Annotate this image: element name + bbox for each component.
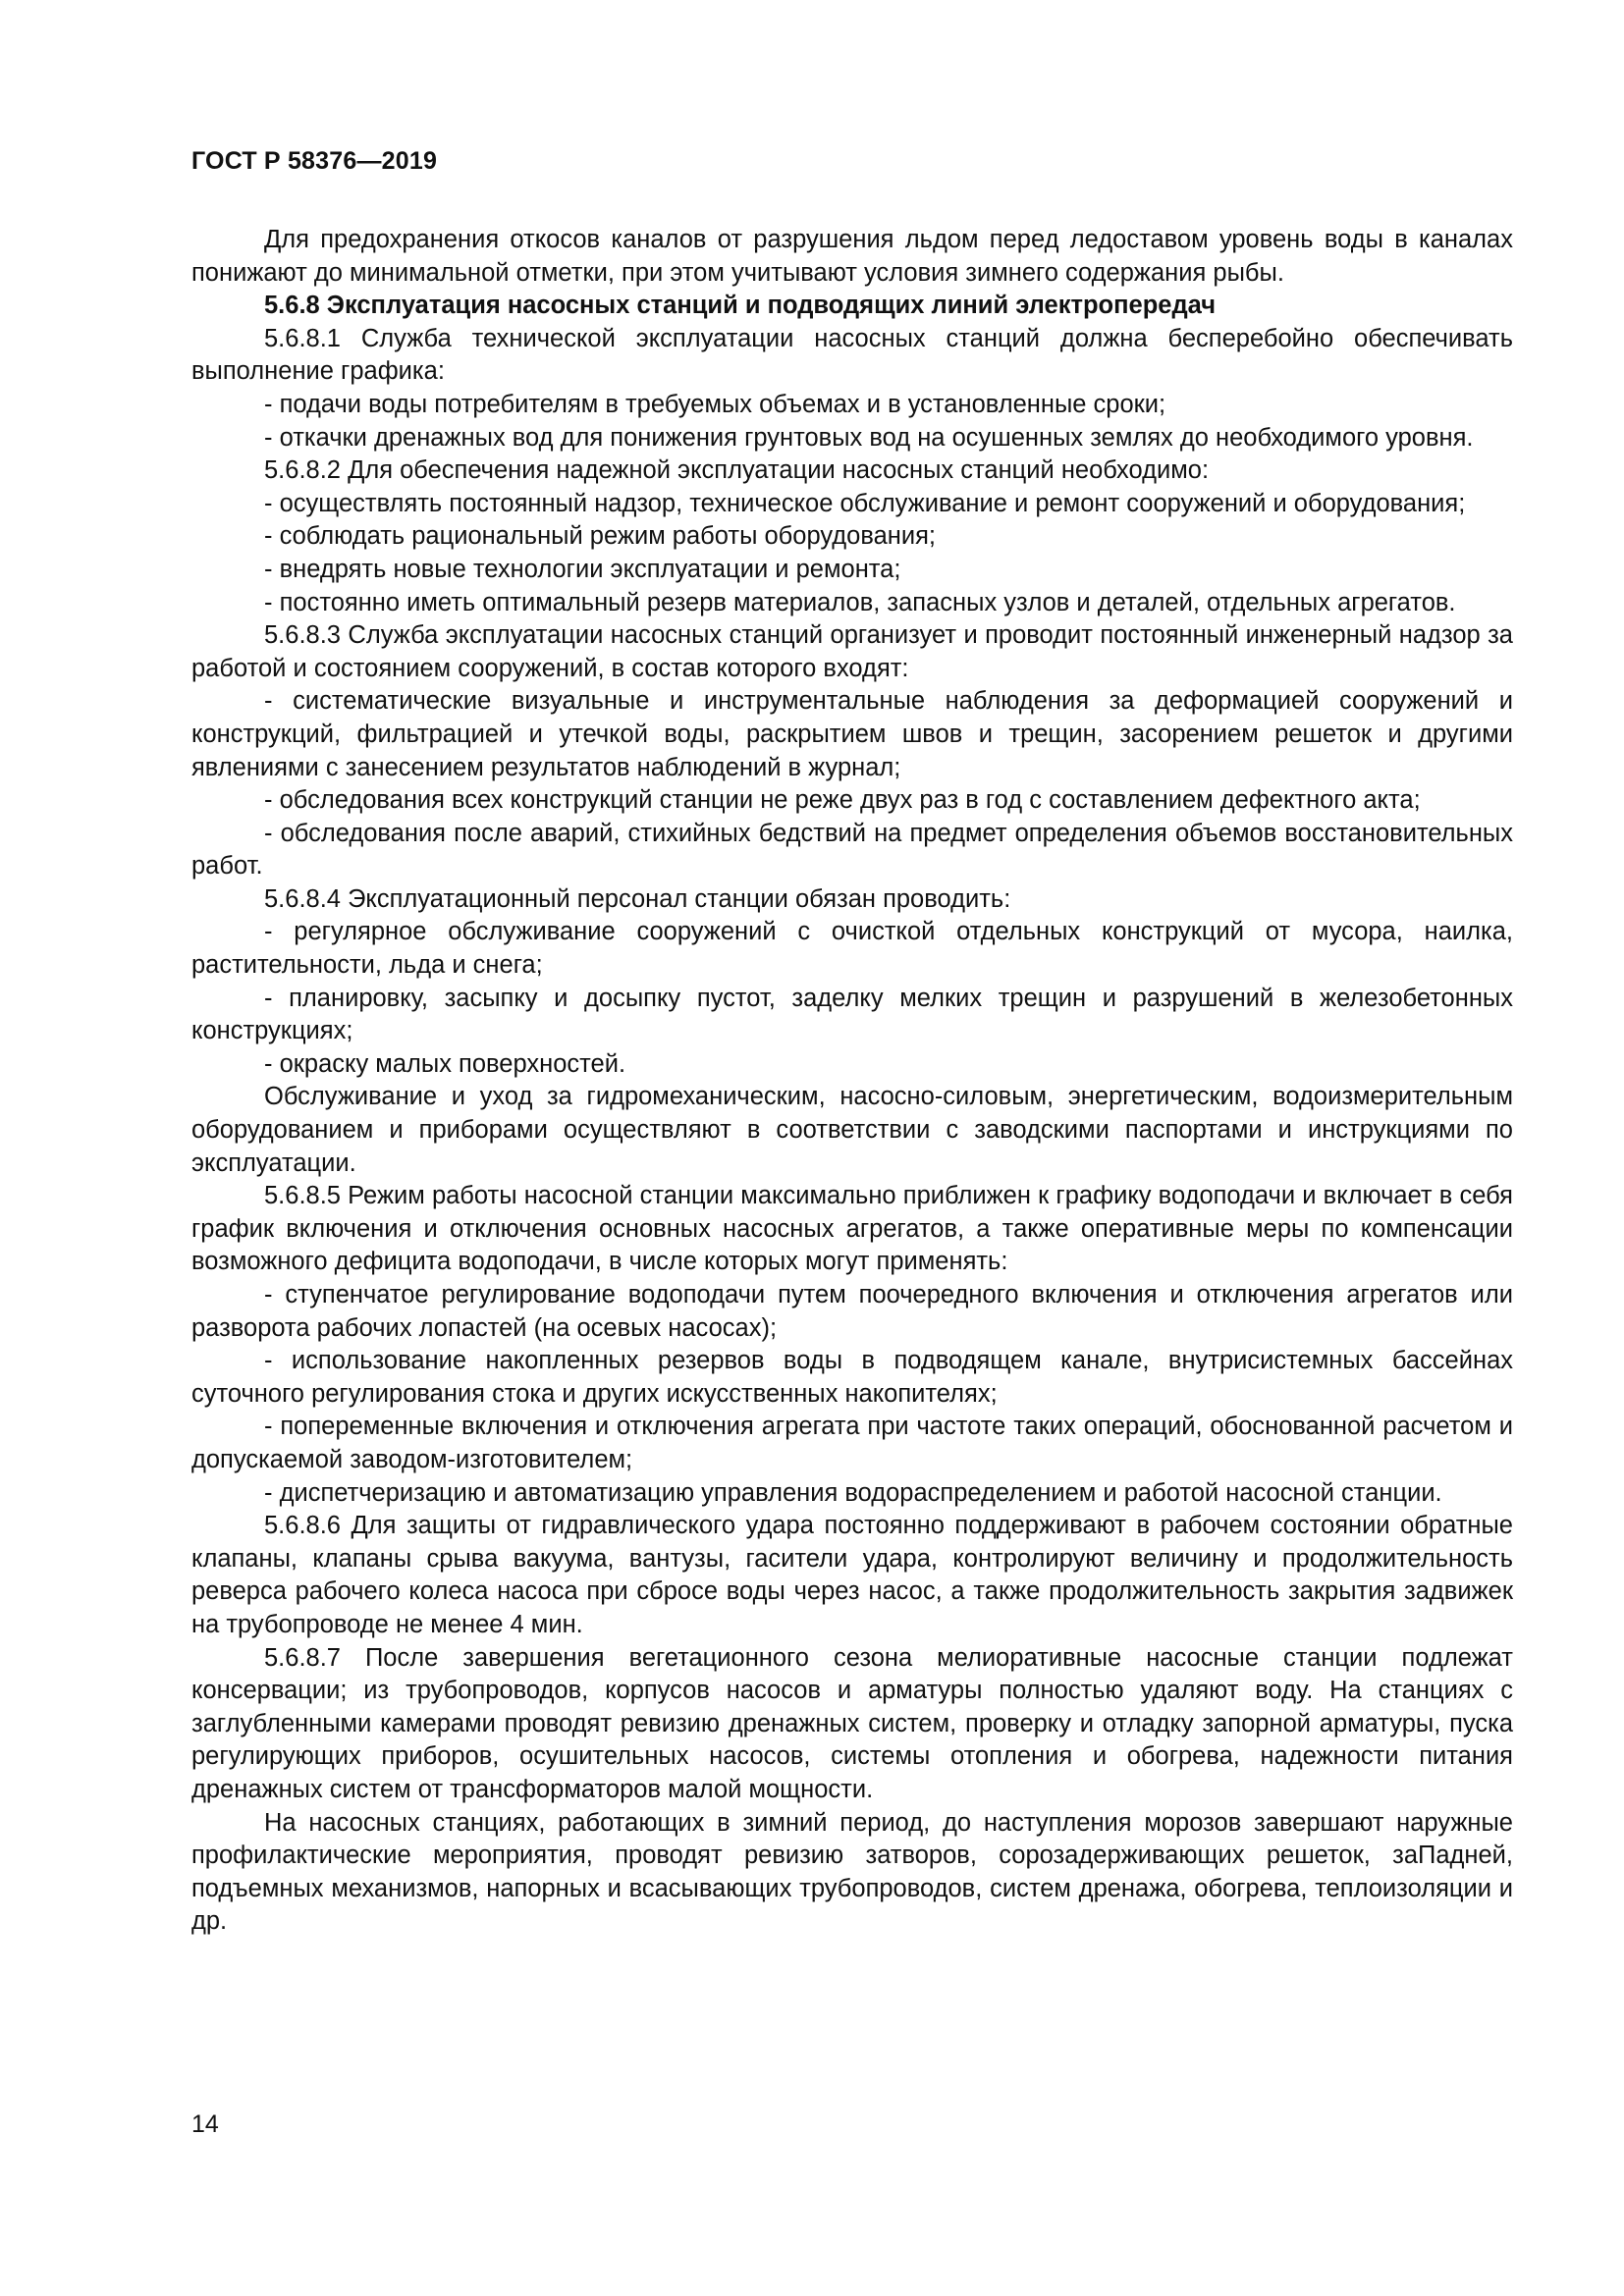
paragraph-maintenance: Обслуживание и уход за гидромеханическим, насосно-силовым, энергетическим, водоизмерительным оборудованием и приборами осуществляют в соответствии с заводскими паспортами и инструкциями по эксплуатации. [191,1083,1513,1177]
list-item: - осуществлять постоянный надзор, техническое обслуживание и ремонт сооружений и оборудования; [264,489,1466,517]
list-item: - использование накопленных резервов воды в подводящем канале, внутрисистемных бассейнах суточного регулирования стока и других искусственных накопителях; [191,1347,1513,1408]
list-item: - подачи воды потребителям в требуемых объемах и в установленные сроки; [264,390,1166,418]
list-item: - планировку, засыпку и досыпку пустот, заделку мелких трещин и разрушений в железобетонных конструкциях; [191,984,1513,1045]
clause-5-6-8-3: 5.6.8.3 Служба эксплуатации насосных станций организует и проводит постоянный инженерный надзор за работой и состоянием сооружений, в состав которого входят: [191,621,1513,682]
clause-5-6-8-6: 5.6.8.6 Для защиты от гидравлического удара постоянно поддерживают в рабочем состоянии обратные клапаны, клапаны срыва вакуума, вантузы, гасители удара, контролируют величину и продолжительность реверса рабочего колеса насоса при сбросе воды через насос, а также продолжительность закрытия задвижек на трубопроводе не менее 4 мин. [191,1512,1513,1638]
standard-header: ГОСТ Р 58376—2019 [191,147,438,175]
list-item: - соблюдать рациональный режим работы оборудования; [264,522,936,551]
list-item: - систематические визуальные и инструментальные наблюдения за деформацией сооружений и конструкций, фильтрацией и утечкой воды, раскрытием швов и трещин, засорением решеток и другими явлениями с занесением результатов наблюдений в журнал; [191,687,1513,781]
clause-5-6-8-2: 5.6.8.2 Для обеспечения надежной эксплуатации насосных станций необходимо: [264,456,1210,485]
list-item: - откачки дренажных вод для понижения грунтовых вод на осушенных землях до необходимого уровня. [264,423,1474,452]
list-item: - внедрять новые технологии эксплуатации и ремонта; [264,555,901,583]
section-heading-5-6-8: 5.6.8 Эксплуатация насосных станций и подводящих линий электропередач [264,292,1217,320]
list-item: - обследования всех конструкций станции не реже двух раз в год с составлением дефектного акта; [264,786,1421,815]
list-item: - обследования после аварий, стихийных бедствий на предмет определения объемов восстановительных работ. [191,819,1513,881]
list-item: - регулярное обслуживание сооружений с очисткой отдельных конструкций от мусора, наилка, растительности, льда и снега; [191,918,1513,980]
list-item: - постоянно иметь оптимальный резерв материалов, запасных узлов и деталей, отдельных агрегатов. [264,588,1456,616]
clause-5-6-8-4: 5.6.8.4 Эксплуатационный персонал станции обязан проводить: [264,884,1011,913]
paragraph-winter-stations: На насосных станциях, работающих в зимний период, до наступления морозов завершают наружные профилактические мероприятия, проводят ревизию затворов, сорозадерживающих решеток, заПадней, подъемных механизмов, напорных и всасывающих трубопроводов, систем дренажа, обогрева, теплоизоляции и др. [191,1808,1513,1936]
list-item: - попеременные включения и отключения агрегата при частоте таких операций, обоснованной расчетом и допускаемой заводом-изготовителем; [191,1413,1513,1473]
clause-5-6-8-7: 5.6.8.7 После завершения вегетационного сезона мелиоративные насосные станции подлежат консервации; из трубопроводов, корпусов насосов и арматуры полностью удаляют воду. На станциях с заглубленными камерами проводят ревизию дренажных систем, проверку и отладку запорной арматуры, пуска регулирующих приборов, осушительных насосов, системы отопления и обогрева, надежности питания дренажных систем от трансформаторов малой мощности. [191,1643,1513,1803]
paragraph-canal-winter: Для предохранения откосов каналов от разрушения льдом перед ледоставом уровень воды в каналах понижают до минимальной отметки, при этом учитывают условия зимнего содержания рыбы. [191,226,1513,287]
clause-5-6-8-5: 5.6.8.5 Режим работы насосной станции максимально приближен к графику водоподачи и включает в себя график включения и отключения основных насосных агрегатов, а также оперативные меры по компенсации возможного дефицита водоподачи, в числе которых могут применять: [191,1182,1513,1276]
document-body [191,224,1513,1939]
list-item: - окраску малых поверхностей. [264,1049,626,1078]
page-number: 14 [191,2110,219,2138]
list-item: - диспетчеризацию и автоматизацию управления водораспределением и работой насосной станции. [264,1478,1442,1507]
list-item: - ступенчатое регулирование водоподачи путем поочередного включения и отключения агрегатов или разворота рабочих лопастей (на осевых насосах); [191,1281,1513,1342]
clause-5-6-8-1: 5.6.8.1 Служба технической эксплуатации насосных станций должна бесперебойно обеспечивать выполнение графика: [191,324,1513,386]
